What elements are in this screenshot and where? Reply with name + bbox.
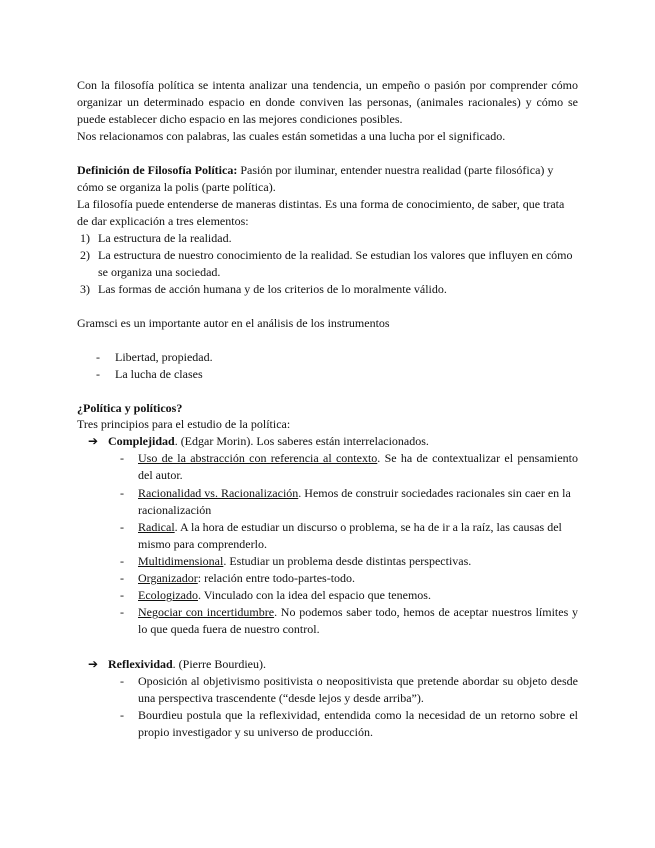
list-item: Bourdieu postula que la reflexividad, entendida como la necesidad de un retorno sobre el propio investigador y su universo de producción. <box>138 708 578 739</box>
gramsci-paragraph: Gramsci es un importante autor en el análisis de los instrumentos <box>77 316 390 330</box>
list-item: Libertad, propiedad. <box>115 350 213 364</box>
definition-paragraph <box>77 162 578 196</box>
dash-bullet: - <box>120 520 124 534</box>
list-item: Ecologizado. Vinculado con la idea del espacio que tenemos. <box>138 588 431 602</box>
reflexividad-heading: Reflexividad. (Pierre Bourdieu). <box>108 657 266 671</box>
definition-paragraph-2: La filosofía puede entenderse de maneras distintas. Es una forma de conocimiento, de saber, que trata de dar explicación a tres elementos: <box>77 197 565 228</box>
list-item: Racionalidad vs. Racionalización. Hemos de construir sociedades racionales sin caer en la racionalización <box>138 486 571 517</box>
list-number: 2) <box>80 248 90 262</box>
definition-label: Definición de Filosofía Política: <box>77 163 238 177</box>
list-item: Negociar con incertidumbre. No podemos saber todo, hemos de aceptar nuestros límites y lo que queda fuera de nuestro control. <box>138 605 578 636</box>
intro-paragraph-2: Nos relacionamos con palabras, las cuales están sometidas a una lucha por el significado. <box>77 129 506 143</box>
list-item: Las formas de acción humana y de los criterios de lo moralmente válido. <box>98 282 447 296</box>
section-intro: Tres principios para el estudio de la política: <box>77 417 291 431</box>
dash-bullet: - <box>120 605 124 619</box>
complejidad-heading: Complejidad. (Edgar Morin). Los saberes están interrelacionados. <box>108 434 429 448</box>
dash-bullet: - <box>120 674 124 688</box>
dash-bullet: - <box>120 486 124 500</box>
list-number: 1) <box>80 231 90 245</box>
list-item: Uso de la abstracción con referencia al contexto. Se ha de contextualizar el pensamiento del autor. <box>138 451 578 482</box>
list-item: La estructura de nuestro conocimiento de la realidad. Se estudian los valores que influyen en cómo se organiza una sociedad. <box>98 248 573 279</box>
intro-paragraph: Con la filosofía política se intenta analizar una tendencia, un empeño o pasión por comprender cómo organizar un determinado espacio en donde conviven las personas, (animales racionales) y cómo se puede establecer dicho espacio en las mejores condiciones posibles. <box>77 78 578 126</box>
dash-bullet: - <box>96 367 100 381</box>
dash-bullet: - <box>120 571 124 585</box>
arrow-bullet-icon: ➔ <box>88 434 99 448</box>
dash-bullet: - <box>96 350 100 364</box>
definition-text: Pasión por iluminar, entender nuestra realidad (parte filosófica) y cómo se organiza la polis (parte política). <box>77 163 554 194</box>
list-item: La lucha de clases <box>115 367 203 381</box>
dash-bullet: - <box>120 451 124 465</box>
list-item: Radical. A la hora de estudiar un discurso o problema, se ha de ir a la raíz, las causas del mismo para comprenderlo. <box>138 520 562 551</box>
list-item: Oposición al objetivismo positivista o neopositivista que pretende abordar su objeto desde una perspectiva trascendente (“desde lejos y desde arriba”). <box>138 674 578 705</box>
arrow-bullet-icon: ➔ <box>88 657 99 671</box>
section-heading: ¿Política y políticos? <box>77 401 183 415</box>
list-item: Multidimensional. Estudiar un problema desde distintas perspectivas. <box>138 554 472 568</box>
dash-bullet: - <box>120 554 124 568</box>
list-item: Organizador: relación entre todo-partes-todo. <box>138 571 356 585</box>
list-number: 3) <box>80 282 90 296</box>
dash-bullet: - <box>120 588 124 602</box>
dash-bullet: - <box>120 708 124 722</box>
list-item: La estructura de la realidad. <box>98 231 232 245</box>
